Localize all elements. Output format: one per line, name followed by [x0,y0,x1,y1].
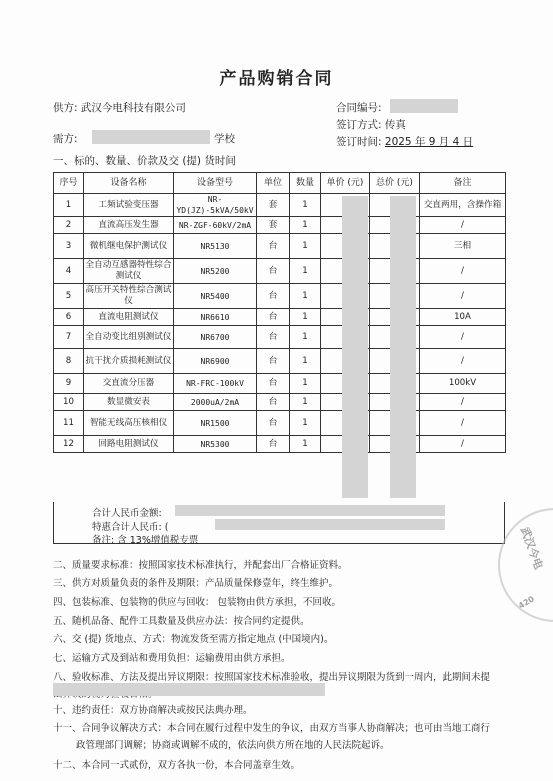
table-row [54,259,506,284]
cell-model: NR-ZGF-60kV/2mA [174,217,257,234]
cell-note: 100kV [420,374,506,394]
cell-qty: 1 [290,326,321,349]
redacted-contract-no [390,99,458,113]
cell-qty: 1 [290,349,321,374]
cell-name: 全自动变比组别测试仪 [84,326,174,349]
clause-line: 四、包装标准、包装物的供应与回收： 包装物由供方承担，不回收。 [53,597,342,608]
contract-no-label: 合同编号: [336,102,382,114]
clause-line: 五、随机品备、配件工具数量及供应办法：按合同约定提供。 [53,616,310,627]
clause-line: 十二、本合同一式贰份，双方各执一份，本合同盖章生效。 [53,760,301,771]
table-body [54,194,506,453]
cell-unit: 套 [257,194,290,217]
cell-model: NR-YD(JZ)-5kVA/50kV [174,194,257,217]
cell-unit: 套 [257,217,290,234]
header-note: 备注 [420,173,506,194]
table-row [54,349,506,374]
cell-no: 2 [54,217,84,234]
sign-method-label: 签订方式: [336,119,382,131]
clause-line: 八、验收标准、方法及提出异议期限：按照国家技术标准验收，提出异议期限为货到一周内，此期间未提 [53,672,491,683]
cell-unit: 台 [257,349,290,374]
cell-name: 高压开关特性综合测试仪 [84,284,174,309]
cell-unit: 台 [257,284,290,309]
cell-note: 10A [420,309,506,326]
cell-unit: 台 [257,394,290,411]
cell-unit: 台 [257,326,290,349]
cell-qty: 1 [290,217,321,234]
cell-no: 9 [54,374,84,394]
cell-no: 4 [54,259,84,284]
cell-qty: 1 [290,259,321,284]
clause-line: 十、违约责任：双方协商解决或按民法典办理。 [53,705,253,716]
cell-note: 交直两用，含操作箱 [420,194,506,217]
seal-number: 420 [516,594,536,611]
header-model: 设备型号 [174,173,257,194]
redacted-buyer-name [92,130,210,144]
sign-method-line [336,117,406,132]
cell-note: / [420,217,506,234]
cell-qty: 1 [290,374,321,394]
cell-model: NR6700 [174,326,257,349]
cell-model: NR5400 [174,284,257,309]
header-unit-price: 单价 (元) [321,173,370,194]
cell-qty: 1 [290,234,321,259]
cell-name: 数显微安表 [84,394,174,411]
cell-name: 抗干扰介质损耗测试仪 [84,349,174,374]
table-row [54,374,506,394]
company-seal [498,508,553,622]
cell-note: 三相 [420,234,506,259]
cell-unit: 台 [257,309,290,326]
cell-model: NR5300 [174,436,257,453]
cell-qty: 1 [290,411,321,436]
redacted-discount-amount [215,519,445,530]
table-header-row [54,173,506,194]
redacted-total-prices [390,196,416,498]
discount-label: 特惠合计人民币: ( [92,522,169,533]
table-row [54,217,506,234]
table-row [54,411,506,436]
clause-line: 三、供方对质量负责的条件及期限：产品质量保修壹年，终生维护。 [53,578,339,589]
cell-name: 交直流分压器 [84,374,174,394]
cell-name: 智能无线高压核相仪 [84,411,174,436]
clause-line: 七、运输方式及到站和费用负担：运输费用由供方承担。 [53,653,291,664]
sign-time-line [336,134,473,149]
cell-model: NR1500 [174,411,257,436]
table-row [54,284,506,309]
cell-name: 全自动互感器特性综合测试仪 [84,259,174,284]
cell-name: 回路电阻测试仪 [84,436,174,453]
cell-note: / [420,436,506,453]
header-unit: 单位 [257,173,290,194]
cell-model: NR-FRC-100kV [174,374,257,394]
supplier-line [53,100,186,115]
seal-text: 武汉今电 [517,525,546,572]
redacted-unit-prices [342,196,368,498]
total-label: 合计人民币金额: [92,508,162,519]
buyer-label: 需方: [53,133,78,145]
section-1-title: 一、标的、数量、价款及交 (提) 货时间 [53,155,236,167]
header-no: 序号 [54,173,84,194]
cell-name: 直流电阻测试仪 [84,309,174,326]
table-row [54,194,506,217]
tax-note: 备注: 含 13%增值税专票 [92,535,199,546]
header-qty: 数量 [290,173,321,194]
table-row [54,326,506,349]
cell-model: NR6610 [174,309,257,326]
buyer-suffix: 学校 [214,133,235,145]
cell-no: 3 [54,234,84,259]
sign-time-value: 2025 年 9 月 4 日 [384,136,474,148]
header-total-price: 总价 (元) [370,173,420,194]
cell-qty: 1 [290,436,321,453]
sign-time-label: 签订时间: [336,136,382,148]
supplier-name: 武汉今电科技有限公司 [80,102,186,114]
cell-note: / [420,326,506,349]
header-name: 设备名称 [84,173,174,194]
cell-note: / [420,411,506,436]
cell-note: / [420,259,506,284]
table-row [54,309,506,326]
cell-qty: 1 [290,284,321,309]
cell-model: NR5200 [174,259,257,284]
cell-no: 7 [54,326,84,349]
clause-line: 十一、合同争议解决方式：本合同在履行过程中发生的争议，由双方当事人协商解决；也可由当地工商行 [53,723,491,734]
redacted-clause-nine [53,683,325,696]
cell-no: 8 [54,349,84,374]
cell-model: NR6900 [174,349,257,374]
redacted-total-amount [175,505,445,516]
cell-no: 11 [54,411,84,436]
cell-unit: 台 [257,374,290,394]
table-row [54,234,506,259]
cell-no: 1 [54,194,84,217]
cell-name: 直流高压发生器 [84,217,174,234]
cell-unit: 台 [257,411,290,436]
cell-no: 6 [54,309,84,326]
cell-no: 12 [54,436,84,453]
cell-no: 5 [54,284,84,309]
cell-note: / [420,349,506,374]
table-row [54,394,506,411]
cell-unit: 台 [257,436,290,453]
clause-line: 二、质量要求标准：按照国家技术标准执行，并配套出厂合格证资料。 [53,560,348,571]
items-table [53,172,506,453]
supplier-label: 供方: [53,102,78,114]
cell-model: 2000uA/2mA [174,394,257,411]
clause-line: 六、交 (提) 货地点、方式：物流发货至需方指定地点 (中国境内)。 [53,634,334,645]
cell-qty: 1 [290,194,321,217]
cell-no: 10 [54,394,84,411]
clause-line: 政管理部门调解；协商或调解不成的，依法向供方所在地的人民法院起诉。 [76,740,390,751]
sign-method-value: 传真 [384,119,406,131]
cell-name: 工频试验变压器 [84,194,174,217]
cell-unit: 台 [257,259,290,284]
cell-model: NR5130 [174,234,257,259]
cell-unit: 台 [257,234,290,259]
cell-qty: 1 [290,394,321,411]
table-row [54,436,506,453]
page-title: 产品购销合同 [219,69,334,89]
cell-qty: 1 [290,309,321,326]
cell-note: / [420,394,506,411]
cell-name: 微机继电保护测试仪 [84,234,174,259]
cell-note: / [420,284,506,309]
